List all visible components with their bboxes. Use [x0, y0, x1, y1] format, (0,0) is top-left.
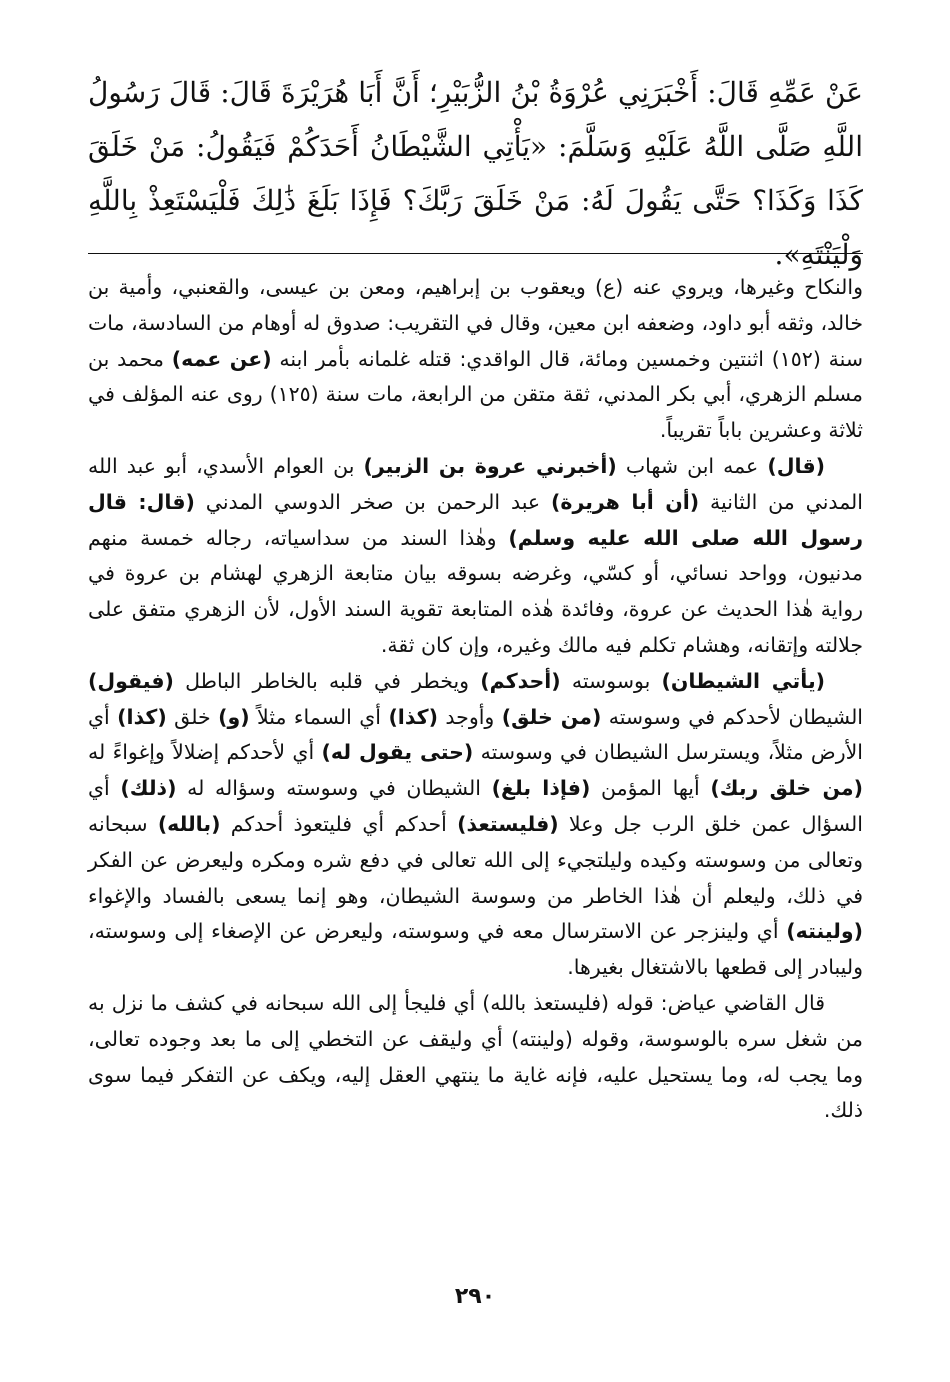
text-segment: أي السماء مثلاً [249, 704, 389, 729]
bold-phrase: (عن عمه) [171, 346, 272, 371]
text-segment: أي لأحدكم إضلالاً وإغواءً له [88, 740, 322, 765]
text-segment: عبد الرحمن بن صخر الدوسي المدني [194, 489, 551, 514]
bold-phrase: (كذا) [388, 704, 438, 729]
bold-phrase: (ذلك) [120, 776, 177, 801]
text-segment: أحدكم أي فليتعوذ أحدكم [220, 811, 458, 836]
bold-phrase: (قال: قال رسول الله صلى الله عليه وسلم) [88, 489, 864, 550]
text-segment: أي ولينزجر عن الاسترسال معه في وسوسته، وليعرض عن الإصغاء إلى وسوسته، وليبادر إلى قطعها بالاشتغال بغيرها. [88, 919, 863, 980]
text-segment: أيها المؤمن [590, 776, 711, 801]
bold-phrase: (كذا) [117, 704, 167, 729]
text-segment: عمه ابن شهاب [616, 453, 768, 478]
bold-phrase: (حتى يقول له) [321, 740, 474, 765]
bold-phrase: (أن أبا هريرة) [551, 489, 700, 514]
text-segment: خلق [166, 704, 219, 729]
bold-phrase: (فليستعذ) [457, 811, 559, 836]
bold-phrase: (ولينته) [786, 919, 863, 944]
hadith-text: عَنْ عَمِّهِ قَالَ: أَخْبَرَنِي عُرْوَةُ بْنُ الزُّبَيْرِ؛ أَنَّ أَبَا هُرَيْرَةَ قَالَ: قَالَ رَسُولُ اللَّهِ صَلَّى اللَّهُ عَلَيْهِ وَسَلَّمَ: «يَأْتِي الشَّيْطَانُ أَحَدَكُمْ فَيَقُولُ: مَنْ خَلَقَ كَذَا وَكَذَا؟ حَتَّى يَقُولَ لَهُ: مَنْ خَلَقَ رَبَّكَ؟ فَإِذَا بَلَغَ ذَٰلِكَ فَلْيَسْتَعِذْ بِاللَّهِ وَلْيَنْتَهِ». [88, 76, 863, 271]
commentary-paragraph-1 [88, 270, 863, 449]
bold-phrase: (أحدكم) [480, 668, 561, 693]
bold-phrase: (من خلق ربك) [710, 776, 863, 801]
text-segment: بن العوام الأسدي، أبو عبد الله المدني من الثانية [88, 453, 863, 514]
bold-phrase: (فيقول) [88, 668, 174, 693]
text-segment: سبحانه وتعالى من وسوسته وكيده وليلتجيء إلى الله تعالى في دفع شره ومكره وليعرض عن الفكر في ذلك، وليعلم أن هٰذا الخاطر من وسوسة الشيطان، وهو إنما يسعى بالفساد والإغواء [88, 811, 863, 908]
text-segment: أي الأرض مثلاً، ويسترسل الشيطان في وسوسته [88, 704, 863, 765]
bold-phrase: (بالله) [157, 811, 221, 836]
bold-phrase: (يأتي الشيطان) [661, 668, 826, 693]
text-segment: والنكاح وغيرها، ويروي عنه (ع) ويعقوب بن إبراهيم، ومعن بن عيسى، والقعنبي، وأمية بن خالد، وثقه أبو داود، وضعفه ابن معين، وقال في التقريب: صدوق له أوهام من السادسة، مات سنة (١٥٢) اثنتين وخمسين ومائة، قال الواقدي: قتله غلمانه بأمر ابنه [88, 275, 863, 371]
commentary-paragraph-2 [88, 449, 863, 664]
text-segment: وأوجد [437, 704, 502, 729]
bold-phrase: (أخبرني عروة بن الزبير) [363, 453, 617, 478]
text-segment: الشيطان لأحدكم في وسوسته [601, 704, 864, 729]
commentary-section [88, 270, 863, 1129]
text-segment: محمد بن مسلم الزهري، أبي بكر المدني، ثقة متقن من الرابعة، مات سنة (١٢٥) روى عنه المؤلف في ثلاثة وعشرين باباً تقريباً. [88, 346, 863, 443]
commentary-paragraph-4: قال القاضي عياض: قوله (فليستعذ بالله) أي فليجأ إلى الله سبحانه في كشف ما نزل به من شغل سره بالوسوسة، وقوله (ولينته) أي وليقف عن التخطي إلى ما بعد وجوده تعالى، وما يجب له، وما يستحيل عليه، فإنه غاية ما ينتهي العقل إليه، ويكف عن التفكر فيما سوى ذلك. [88, 990, 863, 1123]
bold-phrase: (و) [218, 704, 250, 729]
text-segment: وهٰذا السند من سداسياته، رجاله خمسة منهم مدنيون، وواحد نسائي، أو كسّي، وغرضه بسوقه بيان متابعة الزهري لهشام بن عروة في رواية هٰذا الحديث عن عروة، وفائدة هٰذه المتابعة تقوية السند الأول، لأن الزهري متفق على جلالته وإتقانه، وهشام تكلم فيه مالك وغيره، وإن كان ثقة. [88, 525, 863, 657]
text-segment: أي السؤال عمن خلق الرب جل وعلا [88, 776, 863, 836]
bold-phrase: (من خلق) [501, 704, 602, 729]
text-segment: ويخطر في قلبه بالخاطر الباطل [173, 668, 481, 693]
bold-phrase: (قال) [767, 453, 825, 478]
bold-phrase: (فإذا بلغ) [491, 776, 591, 801]
page-number: ٢٩٠ [454, 1284, 496, 1309]
text-segment: بوسوسته [560, 668, 662, 693]
text-segment: الشيطان في وسوسته وسؤاله له [176, 776, 492, 801]
footnote-divider [88, 253, 863, 254]
commentary-paragraph-3 [88, 664, 863, 986]
